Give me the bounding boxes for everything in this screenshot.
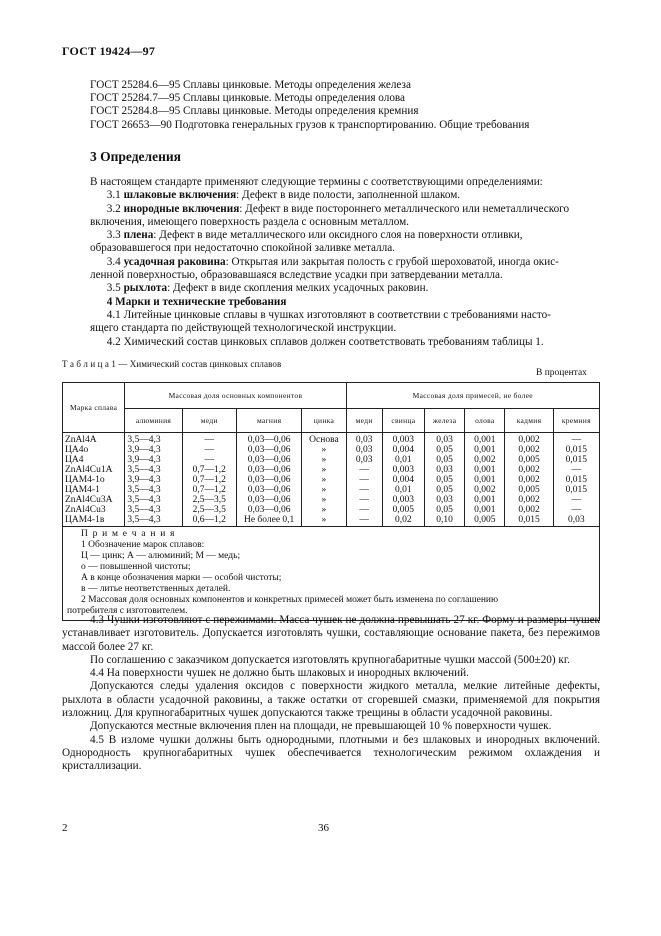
table-units: В процентах <box>536 368 587 378</box>
table-cell: — <box>571 435 582 445</box>
table-cell: — <box>359 515 369 525</box>
table-cell: 0,7—1,2 <box>192 465 226 475</box>
def-term: плена <box>123 229 154 242</box>
def-term: инородные включения <box>123 202 240 215</box>
table-cell: — <box>204 435 215 445</box>
definition-3-1 <box>90 189 600 202</box>
notes-title: П р и м е ч а н и я <box>81 529 176 539</box>
table-cell: 0,03—0,06 <box>247 485 291 495</box>
note-line: в — литье неответственных деталей. <box>81 584 231 594</box>
column-lead <box>382 433 424 527</box>
table-body-row <box>63 433 600 527</box>
def-number: 3.3 <box>106 229 121 242</box>
table-cell: 0,002 <box>474 485 496 495</box>
table-cell: » <box>321 485 327 495</box>
table-cell: 3,9—4,3 <box>127 455 161 465</box>
section-4-title: 4 Марки и технические требования <box>106 295 287 308</box>
table-cell: 0,001 <box>474 495 496 505</box>
table-cell: 3,5—4,3 <box>127 495 161 505</box>
column-imp-copper <box>346 433 382 527</box>
def-text: : Открытая или закрытая полость с грубой шероховатой, иногда окис- <box>225 255 559 268</box>
table-cell: » <box>321 515 327 525</box>
table-cell: 3,5—4,3 <box>127 465 161 475</box>
reference-item: ГОСТ 25284.6—95 Сплавы цинковые. Методы определения железа <box>90 79 411 91</box>
table-cell: 0,05 <box>436 475 453 485</box>
page-number-left: 2 <box>62 822 68 834</box>
table-cell: 0,6—1,2 <box>192 515 226 525</box>
subheader-imp-copper: меди <box>346 409 382 433</box>
definition-3-2 <box>90 203 600 216</box>
def-number: 3.5 <box>106 282 121 295</box>
table-cell: 0,03 <box>355 455 373 465</box>
table-cell: 0,03—0,06 <box>247 435 291 445</box>
column-magnesium <box>236 433 301 527</box>
table-cell: 0,10 <box>436 515 453 525</box>
definitions-intro: В настоящем стандарте применяют следующие термины с соответствующими определениями: <box>90 176 543 188</box>
table-cell: ЦАМ4-1в <box>65 515 105 525</box>
table-cell: 0,7—1,2 <box>192 485 226 495</box>
definition-3-3-cont: образовавшегося при недостаточно спокойной заливке металла. <box>90 242 395 255</box>
table-cell: 0,03 <box>355 445 373 455</box>
table-cell: 0,05 <box>436 485 453 495</box>
table-cell: — <box>359 505 369 515</box>
definition-3-2-cont: включения, имеющего поверхность раздела с основным металлом. <box>90 215 409 228</box>
reference-item: ГОСТ 25284.7—95 Сплавы цинковые. Методы определения олова <box>90 92 406 105</box>
normative-references-list <box>90 79 529 132</box>
note-line: А в конце обозначения марки — особой чистоты; <box>81 573 282 583</box>
paragraph-4-5: 4.5 В изломе чушки должны быть однородными, плотными и без шлаковых и инородных включений. Однородность крупногабаритных чушек обеспечивается технологическим режимом охлаждения и кристаллизации. <box>62 733 600 773</box>
column-aluminium <box>125 433 182 527</box>
table-cell: 0,002 <box>474 455 496 465</box>
def-term: усадочная раковина <box>123 255 226 268</box>
paragraph-4-1 <box>90 309 600 322</box>
table-cell: 3,5—4,3 <box>127 515 161 525</box>
table-cell: 0,03—0,06 <box>247 465 291 475</box>
table-cell: 0,003 <box>392 465 415 475</box>
table-cell: Основа <box>309 435 339 445</box>
table-cell: 0,002 <box>518 465 540 475</box>
definition-3-3 <box>90 229 600 242</box>
paragraph-agreement: По соглашению с заказчиком допускается изготовлять крупногабаритные чушки массой (500±20) кг. <box>90 653 570 666</box>
table-cell: 0,05 <box>436 455 453 465</box>
column-grade <box>63 433 125 527</box>
def-number: 3.4 <box>106 255 121 268</box>
table-title: Т а б л и ц а 1 — Химический состав цинковых сплавов <box>62 359 282 369</box>
table-cell: 0,003 <box>392 495 415 505</box>
table-cell: 0,015 <box>565 475 588 485</box>
table-cell: 0,003 <box>392 435 415 445</box>
table-cell: 3,5—4,3 <box>127 485 161 495</box>
def-number: 3.2 <box>106 202 121 215</box>
table-cell: 0,015 <box>565 455 588 465</box>
table-cell: ЦА4о <box>65 445 89 455</box>
table-cell: ЦАМ4-1о <box>65 475 105 485</box>
subheader-lead: свинца <box>382 409 424 433</box>
paragraph-4-1-line1: 4.1 Литейные цинковые сплавы в чушках изготовляют в соответствии с требованиями насто- <box>106 308 551 321</box>
table-cell: 0,03—0,06 <box>247 455 291 465</box>
column-zinc <box>302 433 346 527</box>
paragraph-4-2 <box>90 336 600 349</box>
table-cell: 0,03 <box>355 435 373 445</box>
table-cell: — <box>359 475 369 485</box>
table-cell: 2,5—3,5 <box>192 495 226 505</box>
table-cell: 0,002 <box>518 505 540 515</box>
table-cell: — <box>571 495 582 505</box>
table-cell: 2,5—3,5 <box>192 505 226 515</box>
table-cell: 0,03—0,06 <box>247 445 291 455</box>
page-number-center: 36 <box>318 822 329 834</box>
paragraph-4-3: 4.3 Чушки изготовляют с пережимами. Масса чушек не должна превышать 27 кг. Форму и размеры чушек устанавливает изготовитель. Допускается изготовлять чушки, составляющие основание пакета, без пережимов массой более 27 кг. <box>62 614 600 653</box>
table-cell: 0,001 <box>474 435 496 445</box>
table-cell: 0,015 <box>565 485 588 495</box>
table-cell: 0,001 <box>474 445 496 455</box>
def-text: : Дефект в виде металлического или оксидного слоя на поверхности отливки, <box>153 229 523 242</box>
def-text: : Дефект в виде полости, заполненной шлаком. <box>236 189 461 202</box>
table-cell: 0,002 <box>518 445 540 455</box>
table-cell: 3,9—4,3 <box>127 445 161 455</box>
subheader-copper: меди <box>182 409 236 433</box>
column-copper <box>182 433 236 527</box>
table-cell: 0,7—1,2 <box>192 475 226 485</box>
table-cell: 0,03 <box>436 495 453 505</box>
table-cell: ЦА4 <box>65 455 84 465</box>
table-cell: 0,02 <box>395 515 412 525</box>
table-cell: 0,002 <box>518 495 540 505</box>
definition-3-4 <box>90 256 600 269</box>
table-cell: 0,005 <box>392 505 415 515</box>
table-cell: 0,05 <box>436 445 453 455</box>
table-cell: 0,01 <box>395 455 412 465</box>
paragraph-4-2-text: 4.2 Химический состав цинковых сплавов должен соответствовать требованиям таблицы 1. <box>106 335 544 348</box>
table-cell: 0,015 <box>518 515 540 525</box>
paragraph-4-4: 4.4 На поверхности чушек не должно быть шлаковых и инородных включений. <box>90 667 469 680</box>
subheader-aluminium: алюминия <box>125 409 182 433</box>
table-cell: — <box>359 465 369 475</box>
table-cell: 0,004 <box>392 445 415 455</box>
table-cell: 3,5—4,3 <box>127 505 161 515</box>
table-cell: — <box>571 465 582 475</box>
table-cell: 0,001 <box>474 505 496 515</box>
definition-3-5 <box>90 282 600 295</box>
table-cell: — <box>359 485 369 495</box>
table-cell: 0,03—0,06 <box>247 505 291 515</box>
reference-item: ГОСТ 25284.8—95 Сплавы цинковые. Методы определения кремния <box>90 105 419 118</box>
table-cell: — <box>204 445 215 455</box>
def-text: : Дефект в виде скопления мелких усадочных раковин. <box>167 282 429 295</box>
note-line: Ц — цинк; А — алюминий; М — медь; <box>81 551 241 561</box>
table-cell: » <box>321 445 327 455</box>
definitions-block <box>90 176 600 349</box>
table-cell: 0,005 <box>474 515 496 525</box>
header-main-components: Массовая доля основных компонентов <box>125 383 346 409</box>
table-cell: » <box>321 455 327 465</box>
table-cell: 0,03 <box>568 515 585 525</box>
table-cell: 0,002 <box>518 435 540 445</box>
chemical-composition-table <box>62 382 600 621</box>
table-cell: 0,03 <box>436 435 453 445</box>
table-cell: 0,001 <box>474 465 496 475</box>
table-cell: » <box>321 465 327 475</box>
section-3-heading: 3 Определения <box>90 149 181 164</box>
table-cell: 0,002 <box>518 475 540 485</box>
table-cell: 0,004 <box>392 475 415 485</box>
header-grade: Марка сплава <box>63 383 125 433</box>
table-cell: ZnAl4Cu3 <box>65 505 106 515</box>
table-cell: 0,03—0,06 <box>247 475 291 485</box>
paragraph-4-1-cont: ящего стандарта по действующей технологической инструкции. <box>90 322 397 335</box>
table-cell: 0,03—0,06 <box>247 495 291 505</box>
table-cell: 3,9—4,3 <box>127 475 161 485</box>
column-cadmium <box>505 433 553 527</box>
reference-item: ГОСТ 26653—90 Подготовка генеральных грузов к транспортированию. Общие требования <box>90 118 530 131</box>
table-cell: ZnAl4Cu1A <box>65 465 113 475</box>
table-cell: ЦАМ4-1 <box>65 485 100 495</box>
subheader-zinc: цинка <box>302 409 346 433</box>
def-number: 3.1 <box>106 189 121 202</box>
def-term: шлаковые включения <box>123 189 237 202</box>
subheader-silicon: кремния <box>553 409 599 433</box>
table-cell: — <box>359 495 369 505</box>
table-cell: — <box>571 505 582 515</box>
subheader-tin: олова <box>465 409 505 433</box>
table-cell: 0,015 <box>565 445 588 455</box>
paragraph-allowed-inclusions: Допускаются местные включения плен на площади, не превышающей 10 % поверхности чушек. <box>90 720 552 733</box>
document-header: ГОСТ 19424—97 <box>62 44 156 58</box>
table-cell: » <box>321 475 327 485</box>
table-cell: 0,005 <box>518 485 540 495</box>
subheader-cadmium: кадмия <box>505 409 553 433</box>
subheader-magnesium: магния <box>236 409 301 433</box>
def-text: : Дефект в виде постороннего металлического или неметаллического <box>239 202 570 215</box>
table-cell: ZnAl4Cu3A <box>65 495 113 505</box>
table-cell: 0,05 <box>436 505 453 515</box>
table-cell: 0,005 <box>518 455 540 465</box>
column-tin <box>465 433 505 527</box>
table-cell: 0,01 <box>395 485 412 495</box>
section-4-heading <box>90 296 600 309</box>
note-line: о — повышенной чистоты; <box>81 562 191 572</box>
table-cell: 3,5—4,3 <box>127 435 161 445</box>
subheader-iron: железа <box>424 409 464 433</box>
table-cell: Не более 0,1 <box>243 515 295 525</box>
header-impurities: Массовая доля примесей, не более <box>346 383 599 409</box>
definition-3-4-cont: ленной поверхностью, образовавшаяся вследствие усадки при затвердевании металла. <box>90 269 503 282</box>
column-iron <box>424 433 464 527</box>
table-cell: 0,03 <box>436 465 453 475</box>
table-cell: 0,001 <box>474 475 496 485</box>
note-line: 1 Обозначение марок сплавов: <box>81 540 205 550</box>
note-line: потребителя с изготовителем. <box>67 606 188 616</box>
def-term: рыхлота <box>123 282 168 295</box>
table-cell: — <box>204 455 215 465</box>
table-cell: » <box>321 495 327 505</box>
column-silicon <box>553 433 599 527</box>
table-cell: ZnAl4A <box>65 435 97 445</box>
paragraph-allowed-defects: Допускаются следы удаления оксидов с поверхности жидкого металла, мелкие литейные дефекты, рыхлота в области усадочной раковины, а также остатки от сгоревшей смазки, применяемой для покрытия изложниц. Для крупногабаритных чушек допускаются также трещины в области усадочной раковины. <box>62 680 600 720</box>
requirements-text <box>62 614 600 774</box>
note-line: 2 Массовая доля основных компонентов и конкретных примесей может быть изменена по соглашению <box>81 595 499 605</box>
table-notes <box>63 527 600 621</box>
table-cell: » <box>321 505 327 515</box>
